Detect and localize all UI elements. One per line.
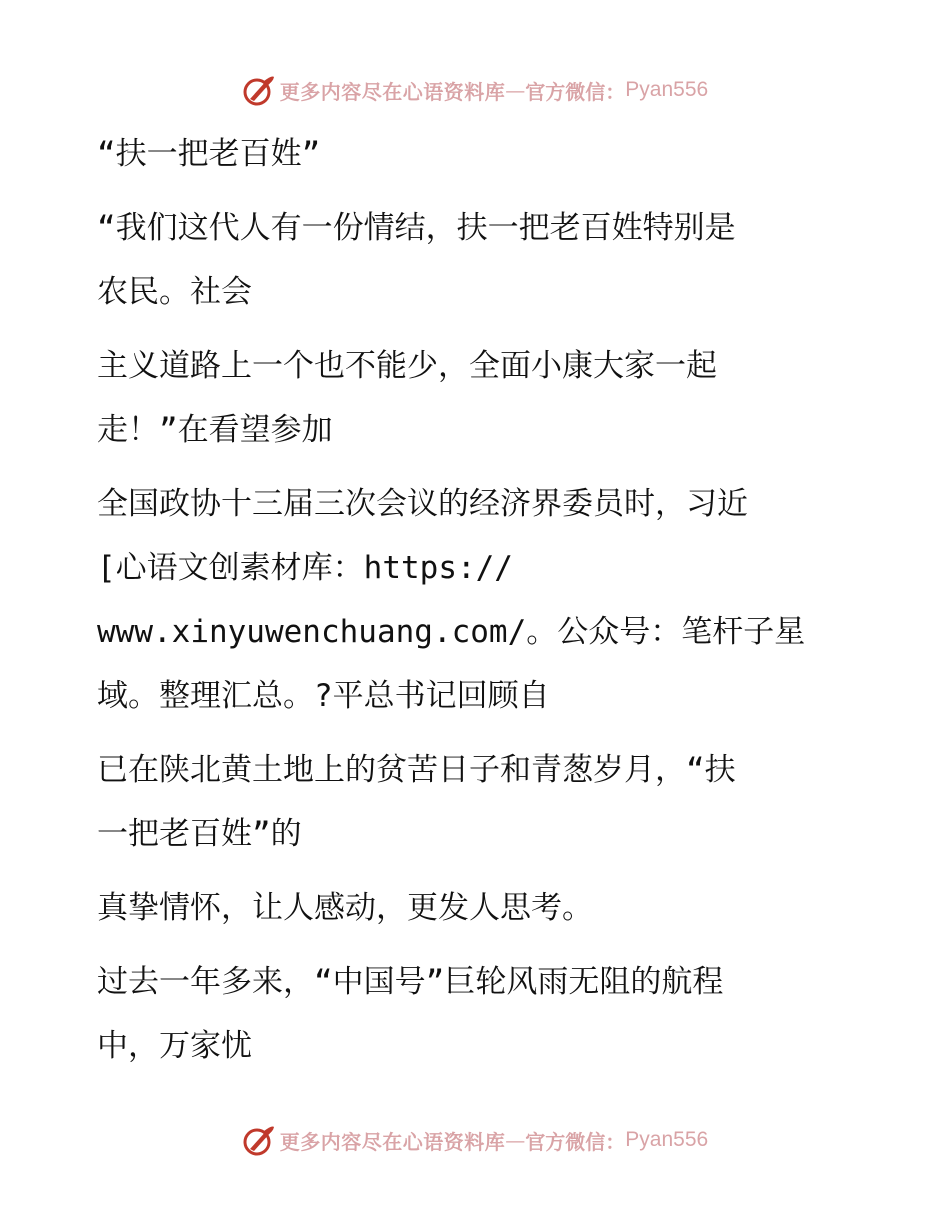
banner-wechat-label: 官方微信： xyxy=(525,79,626,104)
text-line: www.xinyuwenchuang.com/。公众号：笔杆子星 xyxy=(97,614,806,650)
text-line: 已在陕北黄土地上的贫苦日子和青葱岁月，“扶 xyxy=(97,752,736,788)
text-line: “扶一把老百姓” xyxy=(97,136,321,172)
text-line: 域。整理汇总。?平总书记回顾自 xyxy=(97,678,550,714)
text-line: 农民。社会 xyxy=(97,274,252,310)
text-line: 中，万家忧 xyxy=(97,1028,252,1064)
banner-separator: — xyxy=(505,78,526,102)
body-text xyxy=(97,122,837,1078)
header-banner xyxy=(0,70,950,110)
banner-wechat-label: 官方微信： xyxy=(525,1129,626,1154)
banner-wechat-id: Pyan556 xyxy=(625,78,709,101)
text-line: [心语文创素材库：https:// xyxy=(97,550,513,586)
banner-separator: — xyxy=(505,1128,526,1152)
text-line: 一把老百姓”的 xyxy=(97,816,302,852)
quill-logo-icon xyxy=(242,73,276,107)
banner-slogan: 更多内容尽在心语资料库 xyxy=(279,1129,506,1154)
banner-slogan: 更多内容尽在心语资料库 xyxy=(279,79,506,104)
text-line: 过去一年多来，“中国号”巨轮风雨无阻的航程 xyxy=(97,964,724,1000)
text-line: 走！”在看望参加 xyxy=(97,412,333,448)
text-line: “我们这代人有一份情结，扶一把老百姓特别是 xyxy=(97,210,736,246)
text-line: 真挚情怀，让人感动，更发人思考。 xyxy=(97,890,593,926)
text-line: 全国政协十三届三次会议的经济界委员时，习近 xyxy=(97,486,748,522)
banner-wechat-id: Pyan556 xyxy=(625,1128,709,1151)
footer-banner xyxy=(0,1120,950,1160)
quill-logo-icon xyxy=(242,1123,276,1157)
text-line: 主义道路上一个也不能少，全面小康大家一起 xyxy=(97,348,717,384)
